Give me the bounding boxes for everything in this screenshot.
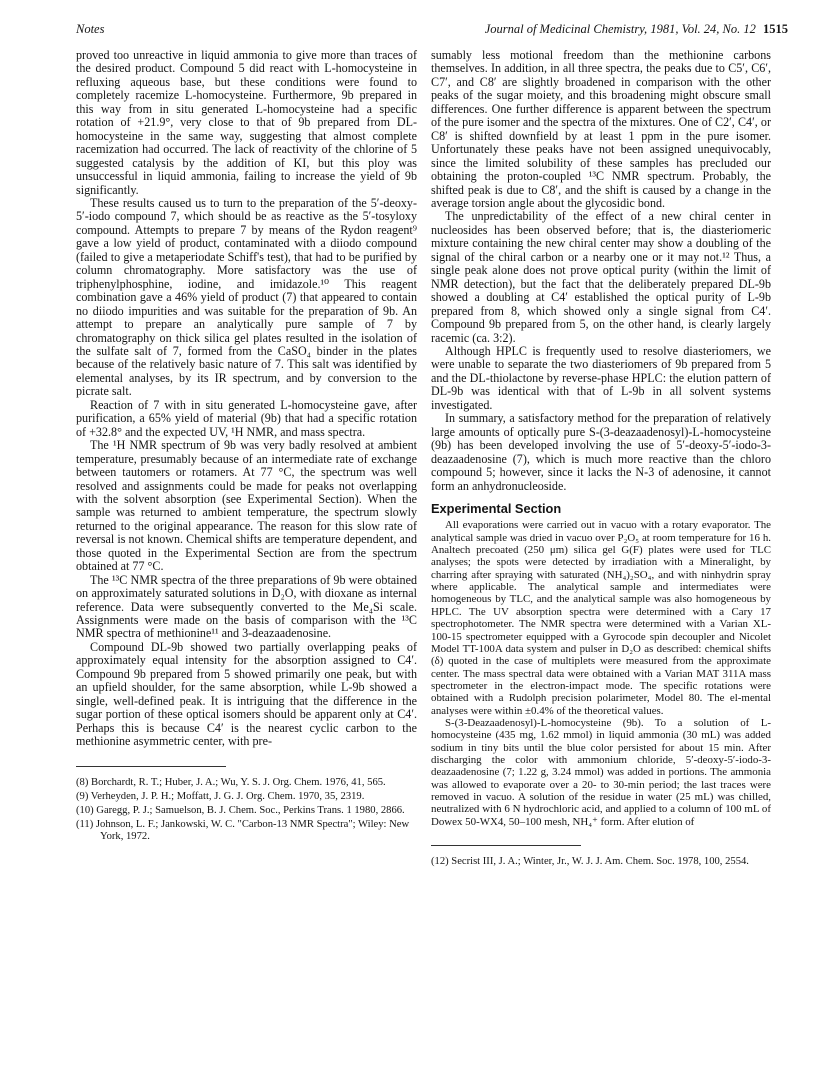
reference-12: (12) Secrist III, J. A.; Winter, Jr., W. J. J. Am. Chem. Soc. 1978, 100, 2554. [431,856,749,867]
footnote-divider [76,766,226,767]
body-paragraph: Reaction of 7 with in situ generated L-homocysteine gave, after purification, a 65% yield of material (9b) that had a specific rotation of +32.8° and the expected UV, ¹H NMR, and mass spectra. [76,397,417,439]
body-paragraph: The ¹³C NMR spectra of the three preparations of 9b were obtained on approximately saturated solutions in D₂O, with dioxane as internal reference. Data were subsequently converted to the Me₄Si scale. Assignments were made on the basis of comparison with the ¹³C NMR spectra of methionine¹¹ and 3-deazaadenosine. [76,572,417,641]
page-number: 1515 [763,22,788,36]
experimental-paragraph: All evaporations were carried out in vacuo with a rotary evaporator. The analytical sample was dried in vacuo over P₂O₅ at room temperature for 16 h. Analtech precoated (250 μm) silica gel G(F) plates were used for TLC analyses; the spots were detected by irradiation with a Mineralight, by charring after spraying with saturated (NH₄)₂SO₄, and with ninhydrin spray where applicable. The analytical sample and intermediates were homogeneous by TLC, and the analytical sample was also homogeneous by HPLC. The UV absorption spectra were determined with a Cary 17 spectrophotometer. The NMR spectra were determined with a Varian XL-100-15 spectrometer equipped with a Gyrocode spin decoupler and Nicolet Model TT-100A data system and pulser in D₂O as described: chemical shifts (δ) quoted in the case of multiplets were measured from the approximate center. The mass spectral data were obtained with a Varian MAT 311A mass spectrometer in the electron-impact mode. The specific rotations were obtained with a Rudolph precision polarimeter, Model 80. The el-mental analyses were within ±0.4% of the theoretical values. [431,519,771,717]
footnotes [431,856,771,868]
page-header [76,22,788,40]
experimental-paragraph: S-(3-Deazaadenosyl)-L-homocysteine (9b). To a solution of L-homocysteine (435 mg, 1.62 mmol) in liquid ammonia (30 mL) was added sodium in tiny bits until the blue color persisted for about 15 min. After discharging the color with ammonium chloride, 5′-deoxy-5′-iodo-3-deazaadenosine (7; 1.22 g, 3.24 mmol) was added in portions. The ammonia was allowed to evaporate over a 20- to 30-min period; the last traces were removed in vacuo. A solution of the residue in water (25 mL) was chilled, neutralized with 6 N hydrochloric acid, and applied to a column of 100 mL of Dowex 50-WX4, 50–100 mesh, NH₄⁺ form. After elution of [431,716,771,828]
footnote-divider [431,845,581,846]
body-paragraph: Although HPLC is frequently used to resolve diasteriomers, we were unable to separate the two diasteriomers of 9b prepared from 5 and the DL-thiolactone by reverse-phase HPLC: the elution pattern of DL-9b was identical with that of L-9b in all solvent systems investigated. [431,343,771,412]
journal-citation [485,22,788,37]
section-heading: Experimental Section [431,500,562,516]
reference-10: (10) Garegg, P. J.; Samuelson, B. J. Chem. Soc., Perkins Trans. 1 1980, 2866. [76,804,405,816]
journal-volume: 1981, Vol. 24, No. 12 [650,22,756,36]
experimental-section [431,519,771,828]
reference-11: (11) Johnson, L. F.; Jankowski, W. C. "Carbon-13 NMR Spectra"; Wiley: New York, 1972. [76,819,410,843]
section-label: Notes [76,22,105,36]
body-paragraph: The ¹H NMR spectrum of 9b was very badly resolved at ambient temperature, presumably because of an intermediate rate of exchange between tautomers or rotamers. At 77 °C, the spectrum was well resolved and assignments could be made for peaks not overlapping with the solvent absorption (see Experimental Section). When the sample was returned to ambient temperature, the spectrum slowly returned to the original appearance. The reason for this slow rate of reversal is not known. Chemical shifts are temperature dependent, and those quoted in the Experimental Section are from the spectrum obtained at 77 °C. [76,438,417,574]
right-column [431,49,771,1059]
reference-9: (9) Verheyden, J. P. H.; Moffatt, J. G. J. Org. Chem. 1970, 35, 2319. [76,790,365,802]
left-column [76,49,417,1059]
body-paragraph: In summary, a satisfactory method for the preparation of relatively large amounts of optically pure S-(3-deazaadenosyl)-L-homocysteine (9b) has been developed involving the use of 5′-deoxy-5′-iodo-3-deazaadenosine (7), which is much more reactive than the chloro compound 5; however, since it lacks the N-3 of adenosine, it cannot form an anhydronucleoside. [431,411,771,493]
footnotes [76,777,417,844]
body-paragraph: Compound DL-9b showed two partially overlapping peaks of approximately equal intensity for the absorption assigned to C4′. Compound 9b prepared from 5 showed primarily one peak, but with an upfield shoulder, for the same absorption, while L-9b showed a single, well-defined peak. It is intriguing that the difference in the sugar portion of these optical isomers should be apparent only at C4′. Perhaps this is because C4′ is the nearest cyclic carbon to the methionine asymmetric center, with pre- [76,639,417,749]
body-paragraph: sumably less motional freedom than the methionine carbons themselves. In addition, in all three spectra, the peaks due to C5′, C6′, C7′, and C8′ are slightly broadened in comparison with the other peaks of the sugar moiety, and this broadening might obscure small differences. One further difference is apparent between the spectrum of the pure isomer and the spectra of the mixtures. One of C2′, C4′, or C8′ is shifted downfield by at least 1 ppm in the pure isomer. Unfortunately these peaks have not been assigned unequivocably, since the limited solubility of these samples has precluded our obtaining the proton-coupled ¹³C NMR spectrum. Probably, the shifted peak is due to C8′, and the shift is caused by a change in the average torsion angle about the glycosidic bond. [431,48,771,210]
body-paragraph: The unpredictability of the effect of a new chiral center in nucleosides has been observed before; that is, the diasteriomeric mixture containing the new chiral center may show a doubling of the signal of the chiral carbon or a nearby one or it may not.¹² Thus, a single peak alone does not prove optical purity (within the limit of NMR detection), but the fact that the deliberately prepared DL-9b showed a doubling at C4′ established the optical purity of L-9b prepared from 8, which showed only a single signal from C4′. Compound 9b prepared from 5, on the other hand, is clearly largely racemic (ca. 3:2). [431,209,771,345]
journal-name: Journal of Medicinal Chemistry, [484,22,648,36]
reference-8: (8) Borchardt, R. T.; Huber, J. A.; Wu, Y. S. J. Org. Chem. 1976, 41, 565. [76,776,386,788]
body-paragraph: proved too unreactive in liquid ammonia to give more than traces of the desired product. Compound 5 did react with L-homocysteine in refluxing aqueous base, but these conditions were found to completely racemize L-homocysteine. Furthermore, 9b prepared in this way from in situ generated L-homocysteine had a specific rotation of +21.9°, very close to that of 9b prepared from DL-homocysteine in the same way, suggesting that almost complete racemization had occurred. The lack of reactivity of the chlorine of 5 suggested catalysis by the addition of KI, but this ploy was unsuccessful in liquid ammonia, failing to increase the yield of 9b significantly. [76,48,417,197]
body-paragraph: These results caused us to turn to the preparation of the 5′-deoxy-5′-iodo compound 7, which should be as reactive as the 5′-tosyloxy compound. Attempts to prepare 7 by means of the Rydon reagent⁹ gave a low yield of product, contaminated with a diiodo compound (failed to give a metaperiodate Schiff's test), that had to be purified by column chromatography. More satisfactory was the use of triphenylphosphine, iodine, and imidazole.¹⁰ This reagent combination gave a 46% yield of product (7) that appeared to contain no diiodo impurities and was suitable for the preparation of 9b. An attempt to prepare an analytically pure sample of 7 by chromatography on thick silica gel plates resulted in the isolation of the sulfate salt of 7, formed from the CaSO₄ binder in the plates because of the relatively basic nature of 7. This salt was identified by elemental analyses, by its IR spectrum, and by conversion to the picrate salt. [76,195,417,399]
